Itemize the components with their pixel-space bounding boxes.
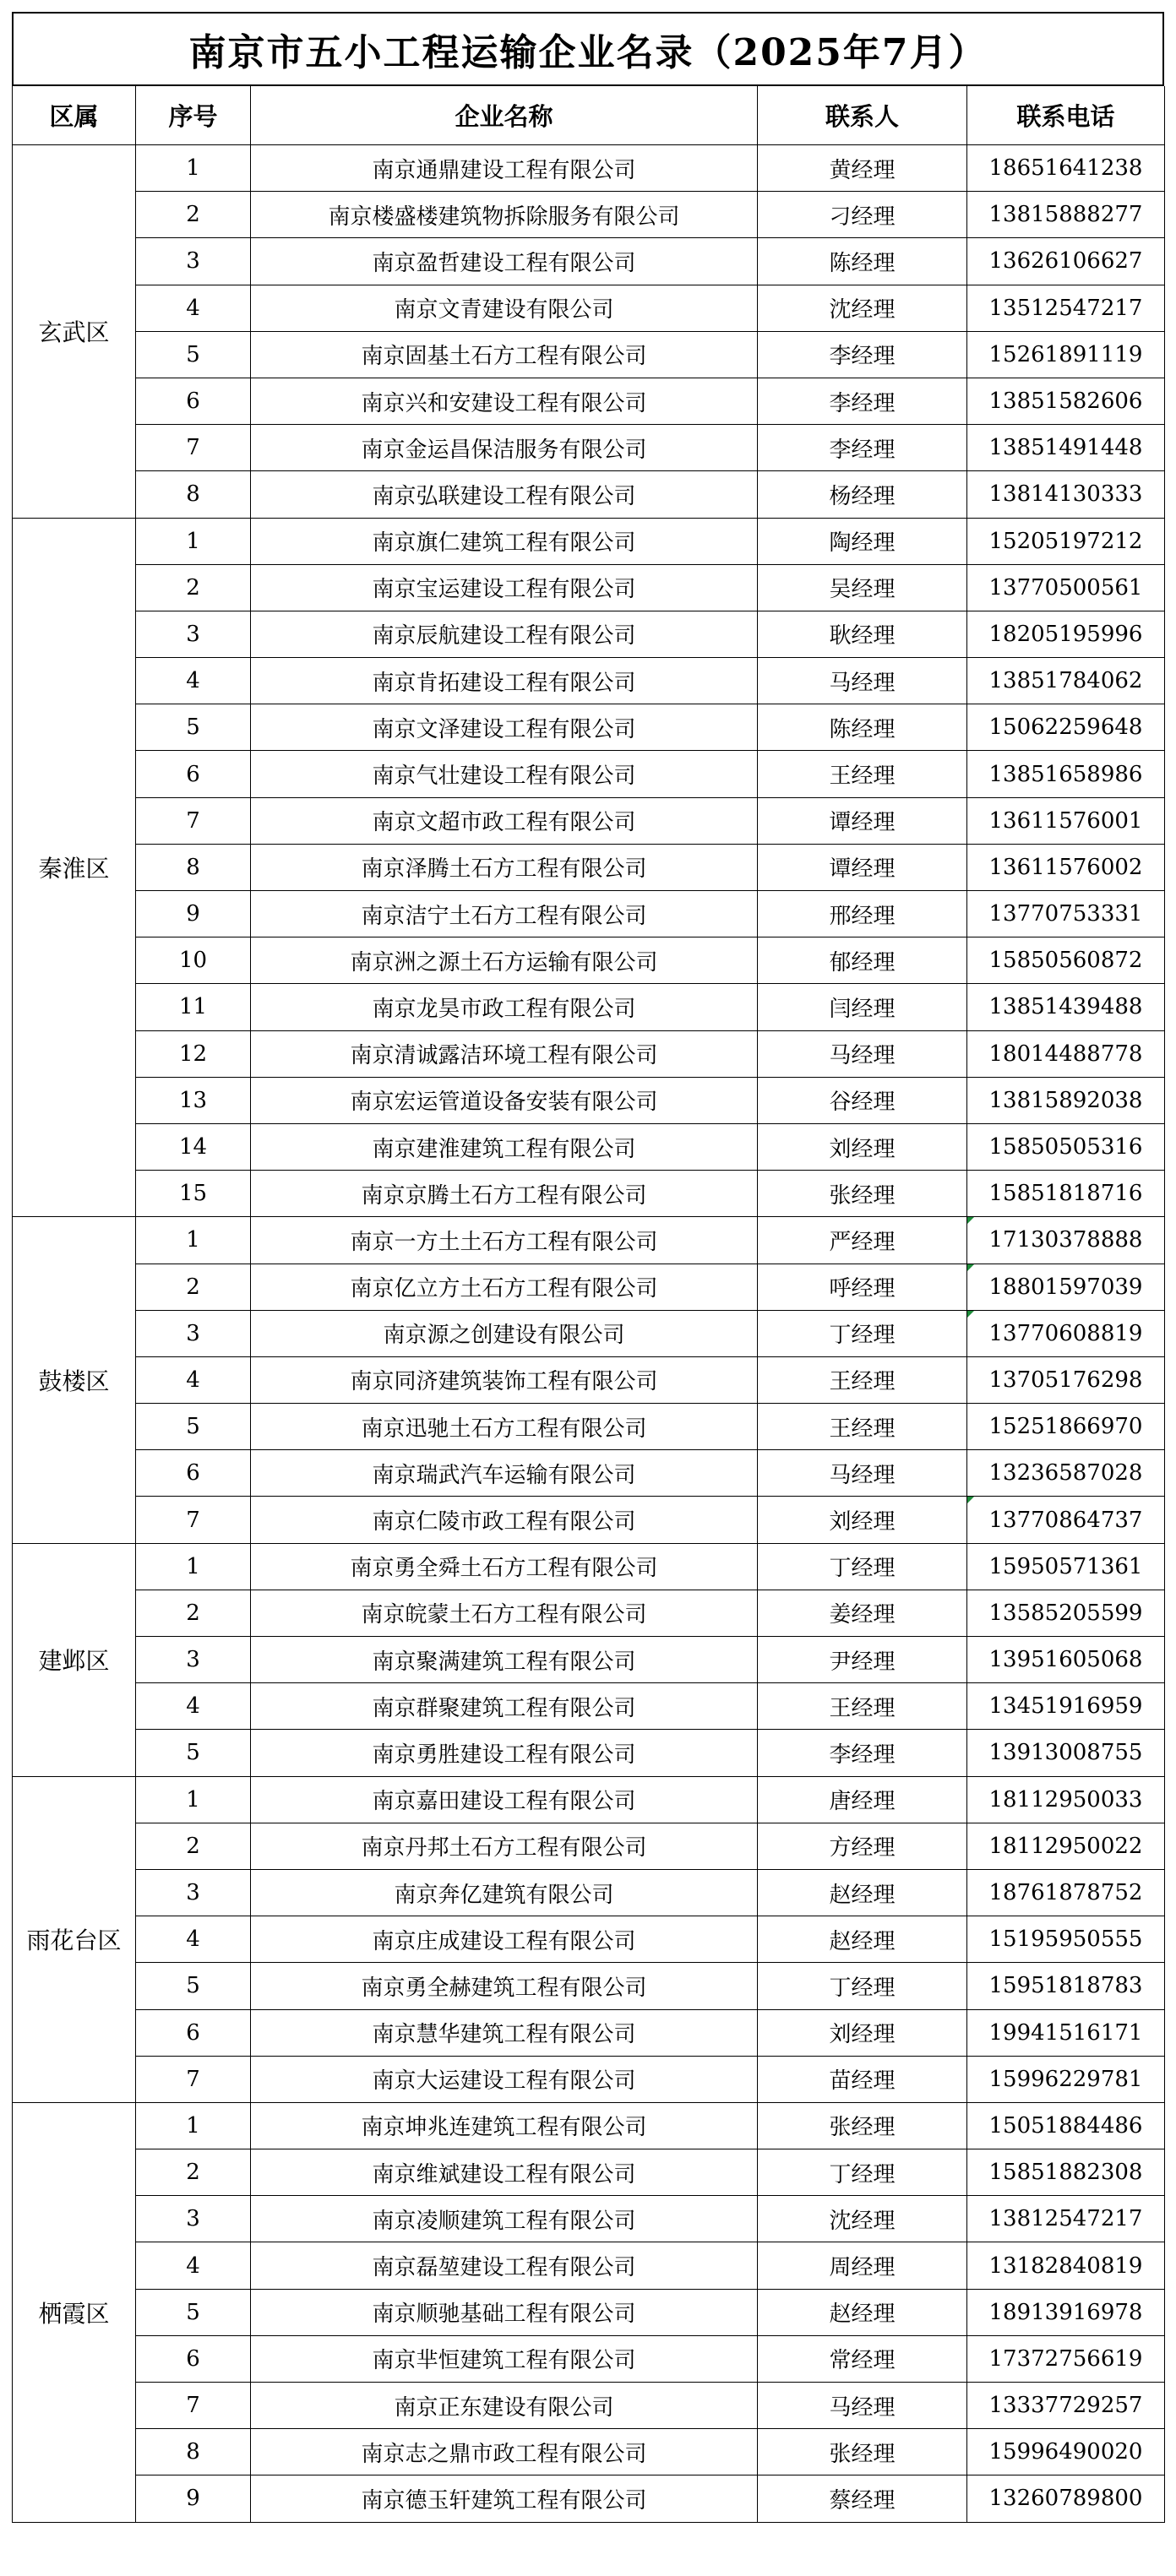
company-name-cell: 南京盈哲建设工程有限公司 xyxy=(251,238,758,285)
index-cell: 7 xyxy=(136,1497,251,1543)
contact-cell: 蔡经理 xyxy=(758,2475,967,2522)
phone-cell: 13512547217 xyxy=(967,285,1165,331)
contact-cell: 王经理 xyxy=(758,751,967,797)
index-cell: 3 xyxy=(136,2196,251,2242)
index-cell: 6 xyxy=(136,378,251,424)
index-cell: 5 xyxy=(136,1963,251,2009)
phone-cell: 13770753331 xyxy=(967,891,1165,937)
table-row xyxy=(13,704,1165,751)
index-cell: 1 xyxy=(136,1217,251,1264)
company-name-cell: 南京勇全赫建筑工程有限公司 xyxy=(251,1963,758,2009)
company-name-cell: 南京顺驰基础工程有限公司 xyxy=(251,2289,758,2335)
table-row xyxy=(13,1637,1165,1683)
contact-cell: 黄经理 xyxy=(758,145,967,192)
contact-cell: 谭经理 xyxy=(758,797,967,844)
index-cell: 7 xyxy=(136,2056,251,2102)
contact-cell: 张经理 xyxy=(758,2102,967,2149)
contact-cell: 谭经理 xyxy=(758,844,967,890)
index-cell: 10 xyxy=(136,937,251,984)
company-name-cell: 南京金运昌保洁服务有限公司 xyxy=(251,425,758,471)
phone-cell: 15951818783 xyxy=(967,1963,1165,2009)
index-cell: 4 xyxy=(136,1683,251,1730)
company-name-cell: 南京源之创建设有限公司 xyxy=(251,1310,758,1356)
index-cell: 2 xyxy=(136,1823,251,1869)
contact-cell: 杨经理 xyxy=(758,471,967,518)
company-name-cell: 南京维斌建设工程有限公司 xyxy=(251,2149,758,2196)
index-cell: 5 xyxy=(136,2289,251,2335)
index-cell: 2 xyxy=(136,192,251,238)
table-row xyxy=(13,1683,1165,1730)
phone-cell: 15051884486 xyxy=(967,2102,1165,2149)
company-name-cell: 南京洁宁土石方工程有限公司 xyxy=(251,891,758,937)
contact-cell: 唐经理 xyxy=(758,1776,967,1823)
phone-cell: 13814130333 xyxy=(967,471,1165,518)
header-index: 序号 xyxy=(136,86,251,145)
contact-cell: 姜经理 xyxy=(758,1590,967,1636)
contact-cell: 李经理 xyxy=(758,425,967,471)
table-row xyxy=(13,238,1165,285)
phone-cell: 17372756619 xyxy=(967,2335,1165,2382)
company-name-cell: 南京奔亿建筑有限公司 xyxy=(251,1869,758,1916)
contact-cell: 谷经理 xyxy=(758,1077,967,1123)
contact-cell: 耿经理 xyxy=(758,611,967,657)
company-name-cell: 南京龙昊市政工程有限公司 xyxy=(251,984,758,1030)
index-cell: 3 xyxy=(136,238,251,285)
contact-cell: 丁经理 xyxy=(758,1963,967,2009)
phone-cell: 15996490020 xyxy=(967,2429,1165,2475)
contact-cell: 呼经理 xyxy=(758,1264,967,1310)
table-row xyxy=(13,751,1165,797)
index-cell: 4 xyxy=(136,1916,251,1963)
index-cell: 5 xyxy=(136,331,251,378)
company-name-cell: 南京志之鼎市政工程有限公司 xyxy=(251,2429,758,2475)
phone-cell: 18112950033 xyxy=(967,1776,1165,1823)
contact-cell: 刘经理 xyxy=(758,1123,967,1170)
table-row xyxy=(13,1776,1165,1823)
phone-cell: 13236587028 xyxy=(967,1450,1165,1497)
company-name-cell: 南京正东建设有限公司 xyxy=(251,2383,758,2429)
company-name-cell: 南京弘联建设工程有限公司 xyxy=(251,471,758,518)
contact-cell: 王经理 xyxy=(758,1683,967,1730)
table-row xyxy=(13,984,1165,1030)
table-row xyxy=(13,1590,1165,1636)
table-row xyxy=(13,425,1165,471)
table-row xyxy=(13,1123,1165,1170)
contact-cell: 丁经理 xyxy=(758,1543,967,1590)
company-name-cell: 南京凌顺建筑工程有限公司 xyxy=(251,2196,758,2242)
company-name-cell: 南京嘉田建设工程有限公司 xyxy=(251,1776,758,1823)
table-row xyxy=(13,145,1165,192)
contact-cell: 吴经理 xyxy=(758,564,967,611)
table-row xyxy=(13,1077,1165,1123)
table-row xyxy=(13,1356,1165,1403)
company-name-cell: 南京勇胜建设工程有限公司 xyxy=(251,1730,758,1776)
contact-cell: 方经理 xyxy=(758,1823,967,1869)
header-row xyxy=(13,86,1165,145)
phone-cell: 13705176298 xyxy=(967,1356,1165,1403)
district-cell: 秦淮区 xyxy=(13,518,136,1217)
index-cell: 4 xyxy=(136,2242,251,2289)
company-name-cell: 南京通鼎建设工程有限公司 xyxy=(251,145,758,192)
table-row xyxy=(13,2289,1165,2335)
table-row xyxy=(13,378,1165,424)
phone-cell: 13812547217 xyxy=(967,2196,1165,2242)
phone-cell: 18801597039 xyxy=(967,1264,1165,1310)
phone-cell: 13626106627 xyxy=(967,238,1165,285)
index-cell: 3 xyxy=(136,1637,251,1683)
contact-cell: 马经理 xyxy=(758,2383,967,2429)
index-cell: 8 xyxy=(136,471,251,518)
contact-cell: 王经理 xyxy=(758,1404,967,1450)
header-contact: 联系人 xyxy=(758,86,967,145)
index-cell: 7 xyxy=(136,2383,251,2429)
company-name-cell: 南京清诚露洁环境工程有限公司 xyxy=(251,1030,758,1077)
contact-cell: 周经理 xyxy=(758,2242,967,2289)
contact-cell: 陈经理 xyxy=(758,238,967,285)
contact-cell: 赵经理 xyxy=(758,1916,967,1963)
index-cell: 1 xyxy=(136,145,251,192)
table-row xyxy=(13,2196,1165,2242)
company-name-cell: 南京泽腾土石方工程有限公司 xyxy=(251,844,758,890)
phone-cell: 19941516171 xyxy=(967,2009,1165,2056)
index-cell: 7 xyxy=(136,797,251,844)
contact-cell: 赵经理 xyxy=(758,2289,967,2335)
phone-cell: 15850505316 xyxy=(967,1123,1165,1170)
phone-cell: 15251866970 xyxy=(967,1404,1165,1450)
company-name-cell: 南京仁陵市政工程有限公司 xyxy=(251,1497,758,1543)
district-cell: 鼓楼区 xyxy=(13,1217,136,1543)
company-name-cell: 南京庄成建设工程有限公司 xyxy=(251,1916,758,1963)
company-name-cell: 南京文超市政工程有限公司 xyxy=(251,797,758,844)
table-row xyxy=(13,2242,1165,2289)
index-cell: 13 xyxy=(136,1077,251,1123)
phone-cell: 13770864737 xyxy=(967,1497,1165,1543)
index-cell: 5 xyxy=(136,704,251,751)
table-row xyxy=(13,285,1165,331)
contact-cell: 郁经理 xyxy=(758,937,967,984)
contact-cell: 刘经理 xyxy=(758,1497,967,1543)
contact-cell: 李经理 xyxy=(758,378,967,424)
contact-cell: 马经理 xyxy=(758,1450,967,1497)
phone-cell: 13815888277 xyxy=(967,192,1165,238)
table-row xyxy=(13,611,1165,657)
index-cell: 6 xyxy=(136,2335,251,2382)
phone-cell: 15950571361 xyxy=(967,1543,1165,1590)
company-name-cell: 南京肯拓建设工程有限公司 xyxy=(251,658,758,704)
contact-cell: 沈经理 xyxy=(758,2196,967,2242)
contact-cell: 陶经理 xyxy=(758,518,967,564)
phone-cell: 13770500561 xyxy=(967,564,1165,611)
company-name-cell: 南京丹邦土石方工程有限公司 xyxy=(251,1823,758,1869)
contact-cell: 沈经理 xyxy=(758,285,967,331)
directory-sheet xyxy=(12,12,1164,2562)
table-row xyxy=(13,937,1165,984)
index-cell: 14 xyxy=(136,1123,251,1170)
phone-cell: 18205195996 xyxy=(967,611,1165,657)
index-cell: 1 xyxy=(136,518,251,564)
company-name-cell: 南京磊堃建设工程有限公司 xyxy=(251,2242,758,2289)
company-name-cell: 南京同济建筑装饰工程有限公司 xyxy=(251,1356,758,1403)
contact-cell: 邢经理 xyxy=(758,891,967,937)
company-name-cell: 南京皖蒙土石方工程有限公司 xyxy=(251,1590,758,1636)
table-row xyxy=(13,844,1165,890)
index-cell: 2 xyxy=(136,564,251,611)
phone-cell: 15851818716 xyxy=(967,1171,1165,1217)
table-row xyxy=(13,1823,1165,1869)
table-row xyxy=(13,518,1165,564)
company-name-cell: 南京群聚建筑工程有限公司 xyxy=(251,1683,758,1730)
contact-cell: 张经理 xyxy=(758,1171,967,1217)
table-row xyxy=(13,1730,1165,1776)
company-name-cell: 南京旗仁建筑工程有限公司 xyxy=(251,518,758,564)
index-cell: 2 xyxy=(136,2149,251,2196)
company-table xyxy=(12,86,1165,2523)
table-row xyxy=(13,1030,1165,1077)
table-row xyxy=(13,1916,1165,1963)
table-row xyxy=(13,471,1165,518)
index-cell: 6 xyxy=(136,1450,251,1497)
company-name-cell: 南京坤兆连建筑工程有限公司 xyxy=(251,2102,758,2149)
page-title: 南京市五小工程运输企业名录（2025年7月） xyxy=(12,12,1164,86)
phone-cell: 18651641238 xyxy=(967,145,1165,192)
phone-cell: 15195950555 xyxy=(967,1916,1165,1963)
phone-cell: 13851784062 xyxy=(967,658,1165,704)
company-name-cell: 南京洲之源土石方运输有限公司 xyxy=(251,937,758,984)
company-name-cell: 南京聚满建筑工程有限公司 xyxy=(251,1637,758,1683)
phone-cell: 13337729257 xyxy=(967,2383,1165,2429)
index-cell: 8 xyxy=(136,844,251,890)
table-row xyxy=(13,658,1165,704)
phone-cell: 13851491448 xyxy=(967,425,1165,471)
index-cell: 2 xyxy=(136,1590,251,1636)
company-name-cell: 南京兴和安建设工程有限公司 xyxy=(251,378,758,424)
index-cell: 8 xyxy=(136,2429,251,2475)
phone-cell: 13851582606 xyxy=(967,378,1165,424)
phone-cell: 13611576002 xyxy=(967,844,1165,890)
phone-cell: 18761878752 xyxy=(967,1869,1165,1916)
contact-cell: 常经理 xyxy=(758,2335,967,2382)
phone-cell: 18112950022 xyxy=(967,1823,1165,1869)
index-cell: 2 xyxy=(136,1264,251,1310)
index-cell: 9 xyxy=(136,891,251,937)
table-row xyxy=(13,2383,1165,2429)
contact-cell: 赵经理 xyxy=(758,1869,967,1916)
phone-cell: 13585205599 xyxy=(967,1590,1165,1636)
phone-cell: 13182840819 xyxy=(967,2242,1165,2289)
company-name-cell: 南京慧华建筑工程有限公司 xyxy=(251,2009,758,2056)
contact-cell: 尹经理 xyxy=(758,1637,967,1683)
phone-cell: 13851439488 xyxy=(967,984,1165,1030)
table-row xyxy=(13,1171,1165,1217)
phone-cell: 13951605068 xyxy=(967,1637,1165,1683)
company-name-cell: 南京气壮建设工程有限公司 xyxy=(251,751,758,797)
company-name-cell: 南京文青建设有限公司 xyxy=(251,285,758,331)
phone-cell: 18913916978 xyxy=(967,2289,1165,2335)
phone-cell: 13770608819 xyxy=(967,1310,1165,1356)
company-name-cell: 南京文泽建设工程有限公司 xyxy=(251,704,758,751)
index-cell: 1 xyxy=(136,1776,251,1823)
contact-cell: 闫经理 xyxy=(758,984,967,1030)
phone-cell: 15062259648 xyxy=(967,704,1165,751)
index-cell: 1 xyxy=(136,1543,251,1590)
contact-cell: 刘经理 xyxy=(758,2009,967,2056)
contact-cell: 丁经理 xyxy=(758,1310,967,1356)
index-cell: 7 xyxy=(136,425,251,471)
table-row xyxy=(13,1869,1165,1916)
company-name-cell: 南京迅驰土石方工程有限公司 xyxy=(251,1404,758,1450)
company-name-cell: 南京建淮建筑工程有限公司 xyxy=(251,1123,758,1170)
index-cell: 11 xyxy=(136,984,251,1030)
company-name-cell: 南京芈恒建筑工程有限公司 xyxy=(251,2335,758,2382)
index-cell: 3 xyxy=(136,611,251,657)
index-cell: 5 xyxy=(136,1730,251,1776)
contact-cell: 李经理 xyxy=(758,331,967,378)
table-row xyxy=(13,2149,1165,2196)
phone-cell: 15996229781 xyxy=(967,2056,1165,2102)
table-row xyxy=(13,1963,1165,2009)
phone-cell: 13913008755 xyxy=(967,1730,1165,1776)
table-row xyxy=(13,891,1165,937)
company-name-cell: 南京固基土石方工程有限公司 xyxy=(251,331,758,378)
district-cell: 雨花台区 xyxy=(13,1776,136,2102)
table-row xyxy=(13,564,1165,611)
index-cell: 4 xyxy=(136,285,251,331)
company-name-cell: 南京瑞武汽车运输有限公司 xyxy=(251,1450,758,1497)
contact-cell: 王经理 xyxy=(758,1356,967,1403)
index-cell: 3 xyxy=(136,1310,251,1356)
phone-cell: 13851658986 xyxy=(967,751,1165,797)
index-cell: 6 xyxy=(136,2009,251,2056)
phone-cell: 13451916959 xyxy=(967,1683,1165,1730)
index-cell: 1 xyxy=(136,2102,251,2149)
table-row xyxy=(13,331,1165,378)
header-district: 区属 xyxy=(13,86,136,145)
header-phone: 联系电话 xyxy=(967,86,1165,145)
company-name-cell: 南京宏运管道设备安装有限公司 xyxy=(251,1077,758,1123)
index-cell: 6 xyxy=(136,751,251,797)
phone-cell: 18014488778 xyxy=(967,1030,1165,1077)
company-name-cell: 南京勇全舜土石方工程有限公司 xyxy=(251,1543,758,1590)
table-body xyxy=(13,145,1165,2523)
phone-cell: 15851882308 xyxy=(967,2149,1165,2196)
phone-cell: 15261891119 xyxy=(967,331,1165,378)
table-row xyxy=(13,2475,1165,2522)
table-row xyxy=(13,192,1165,238)
table-row xyxy=(13,2429,1165,2475)
contact-cell: 陈经理 xyxy=(758,704,967,751)
phone-cell: 15850560872 xyxy=(967,937,1165,984)
phone-cell: 17130378888 xyxy=(967,1217,1165,1264)
index-cell: 12 xyxy=(136,1030,251,1077)
company-name-cell: 南京宝运建设工程有限公司 xyxy=(251,564,758,611)
company-name-cell: 南京京腾土石方工程有限公司 xyxy=(251,1171,758,1217)
district-cell: 建邺区 xyxy=(13,1543,136,1776)
index-cell: 9 xyxy=(136,2475,251,2522)
index-cell: 5 xyxy=(136,1404,251,1450)
index-cell: 15 xyxy=(136,1171,251,1217)
index-cell: 3 xyxy=(136,1869,251,1916)
contact-cell: 严经理 xyxy=(758,1217,967,1264)
phone-cell: 13260789800 xyxy=(967,2475,1165,2522)
district-cell: 栖霞区 xyxy=(13,2102,136,2522)
phone-cell: 13815892038 xyxy=(967,1077,1165,1123)
contact-cell: 李经理 xyxy=(758,1730,967,1776)
table-row xyxy=(13,1450,1165,1497)
phone-cell: 15205197212 xyxy=(967,518,1165,564)
company-name-cell: 南京一方土土石方工程有限公司 xyxy=(251,1217,758,1264)
company-name-cell: 南京楼盛楼建筑物拆除服务有限公司 xyxy=(251,192,758,238)
contact-cell: 刁经理 xyxy=(758,192,967,238)
contact-cell: 张经理 xyxy=(758,2429,967,2475)
company-name-cell: 南京德玉轩建筑工程有限公司 xyxy=(251,2475,758,2522)
district-cell: 玄武区 xyxy=(13,145,136,519)
contact-cell: 马经理 xyxy=(758,1030,967,1077)
table-row xyxy=(13,1497,1165,1543)
phone-cell: 13611576001 xyxy=(967,797,1165,844)
table-row xyxy=(13,2102,1165,2149)
table-row xyxy=(13,797,1165,844)
contact-cell: 马经理 xyxy=(758,658,967,704)
header-company: 企业名称 xyxy=(251,86,758,145)
contact-cell: 丁经理 xyxy=(758,2149,967,2196)
table-row xyxy=(13,1404,1165,1450)
company-name-cell: 南京辰航建设工程有限公司 xyxy=(251,611,758,657)
table-row xyxy=(13,1264,1165,1310)
table-row xyxy=(13,2009,1165,2056)
company-name-cell: 南京亿立方土石方工程有限公司 xyxy=(251,1264,758,1310)
index-cell: 4 xyxy=(136,658,251,704)
table-header xyxy=(13,86,1165,145)
contact-cell: 苗经理 xyxy=(758,2056,967,2102)
index-cell: 4 xyxy=(136,1356,251,1403)
table-row xyxy=(13,1310,1165,1356)
table-row xyxy=(13,1217,1165,1264)
company-name-cell: 南京大运建设工程有限公司 xyxy=(251,2056,758,2102)
table-row xyxy=(13,2056,1165,2102)
table-row xyxy=(13,2335,1165,2382)
table-row xyxy=(13,1543,1165,1590)
